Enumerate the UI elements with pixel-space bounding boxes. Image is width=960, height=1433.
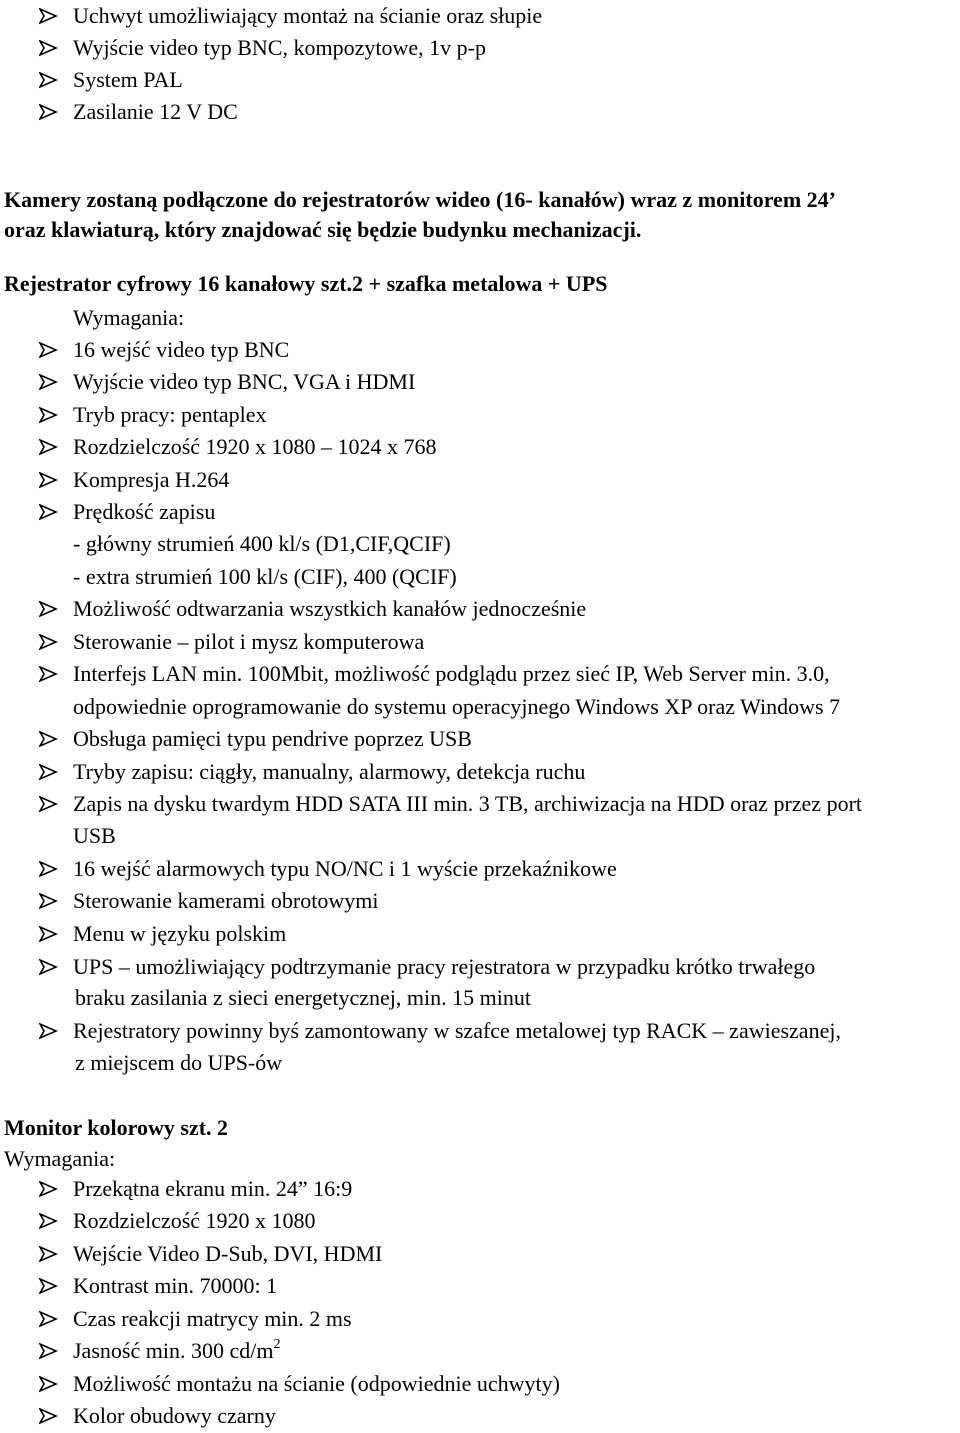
list-item — [73, 788, 862, 821]
list-item — [73, 1205, 316, 1238]
arrowhead-bullet-icon — [39, 366, 61, 398]
arrowhead-bullet-icon — [39, 496, 61, 528]
arrowhead-bullet-icon — [39, 1303, 61, 1335]
list-item-text: Kontrast min. 70000: 1 — [73, 1273, 278, 1298]
list-item-text: System PAL — [73, 67, 183, 92]
arrowhead-bullet-icon — [39, 399, 61, 431]
list-item — [73, 1400, 276, 1433]
arrowhead-bullet-icon — [39, 431, 61, 463]
arrowhead-bullet-icon — [39, 1368, 61, 1400]
arrowhead-bullet-icon — [39, 464, 61, 496]
list-item-continuation: odpowiednie oprogramowanie do systemu operacyjnego Windows XP oraz Windows 7 — [73, 694, 841, 719]
list-item — [73, 64, 183, 97]
section-title-monitor: Monitor kolorowy szt. 2 — [4, 1115, 229, 1140]
list-item-text: 16 wejść alarmowych typu NO/NC i 1 wyście przekaźnikowe — [73, 856, 617, 881]
list-subitem: - główny strumień 400 kl/s (D1,CIF,QCIF) — [73, 531, 451, 556]
list-item-continuation: USB — [73, 823, 116, 848]
list-item-text: Zasilanie 12 V DC — [73, 99, 238, 124]
list-item-text: Menu w języku polskim — [73, 921, 287, 946]
list-item — [73, 626, 424, 659]
list-item-text: Rozdzielczość 1920 x 1080 – 1024 x 768 — [73, 434, 437, 459]
arrowhead-bullet-icon — [39, 1270, 61, 1302]
list-item — [73, 1368, 560, 1401]
list-item-text: Jasność min. 300 cd/m — [73, 1338, 274, 1363]
arrowhead-bullet-icon — [39, 788, 61, 820]
list-item-text: Czas reakcji matrycy min. 2 ms — [73, 1306, 352, 1331]
list-item — [73, 658, 830, 691]
list-item — [73, 32, 486, 65]
list-item — [73, 1270, 277, 1303]
arrowhead-bullet-icon — [39, 918, 61, 950]
list-item — [73, 918, 286, 951]
list-item-text: Możliwość odtwarzania wszystkich kanałów jednocześnie — [73, 596, 587, 621]
list-item — [73, 885, 378, 918]
list-subitem: - extra strumień 100 kl/s (CIF), 400 (QCIF) — [73, 564, 457, 589]
list-item-continuation: braku zasilania z sieci energetycznej, min. 15 minut — [75, 985, 531, 1010]
list-item-text: Interfejs LAN min. 100Mbit, możliwość podglądu przez sieć IP, Web Server min. 3.0, — [73, 661, 830, 686]
paragraph-line: Kamery zostaną podłączone do rejestratorów wideo (16- kanałów) wraz z monitorem 24’ — [4, 187, 836, 212]
list-item — [73, 1238, 382, 1271]
arrowhead-bullet-icon — [39, 951, 61, 983]
list-item — [73, 756, 585, 789]
superscript: 2 — [273, 1337, 281, 1352]
list-item-text: Tryby zapisu: ciągły, manualny, alarmowy, detekcja ruchu — [73, 759, 586, 784]
list-item-text: 16 wejść video typ BNC — [73, 337, 290, 362]
list-item-text: Sterowanie – pilot i mysz komputerowa — [73, 629, 425, 654]
paragraph-line: oraz klawiaturą, który znajdować się będzie budynku mechanizacji. — [4, 217, 642, 242]
arrowhead-bullet-icon — [39, 885, 61, 917]
list-item — [73, 593, 586, 626]
list-item-text: Rejestratory powinny byś zamontowany w szafce metalowej typ RACK – zawieszanej, — [73, 1018, 841, 1043]
arrowhead-bullet-icon — [39, 723, 61, 755]
list-item-text: Sterowanie kamerami obrotowymi — [73, 888, 379, 913]
list-item-text: Rozdzielczość 1920 x 1080 — [73, 1208, 316, 1233]
list-item-text: Możliwość montażu na ścianie (odpowiednie uchwyty) — [73, 1371, 560, 1396]
list-item — [73, 464, 229, 497]
requirements-label: Wymagania: — [4, 1146, 116, 1171]
list-item — [73, 723, 472, 756]
arrowhead-bullet-icon — [39, 64, 61, 96]
arrowhead-bullet-icon — [39, 0, 61, 32]
list-item-text: Uchwyt umożliwiający montaż na ścianie oraz słupie — [73, 3, 543, 28]
arrowhead-bullet-icon — [39, 1205, 61, 1237]
requirements-label: Wymagania: — [73, 305, 185, 330]
list-item — [73, 496, 215, 529]
arrowhead-bullet-icon — [39, 756, 61, 788]
arrowhead-bullet-icon — [39, 658, 61, 690]
list-item-continuation: z miejscem do UPS-ów — [75, 1050, 283, 1075]
arrowhead-bullet-icon — [39, 626, 61, 658]
section-title-recorder: Rejestrator cyfrowy 16 kanałowy szt.2 + szafka metalowa + UPS — [4, 271, 608, 296]
arrowhead-bullet-icon — [39, 1238, 61, 1270]
list-item — [73, 431, 437, 464]
list-item-text: Wyjście video typ BNC, VGA i HDMI — [73, 369, 416, 394]
list-item-text: Prędkość zapisu — [73, 499, 216, 524]
arrowhead-bullet-icon — [39, 1015, 61, 1047]
list-item-text: Zapis na dysku twardym HDD SATA III min. 3 TB, archiwizacja na HDD oraz przez port — [73, 791, 863, 816]
list-item — [73, 366, 415, 399]
list-item-text: Tryb pracy: pentaplex — [73, 402, 267, 427]
arrowhead-bullet-icon — [39, 853, 61, 885]
list-item — [73, 334, 289, 367]
arrowhead-bullet-icon — [39, 1173, 61, 1205]
arrowhead-bullet-icon — [39, 1335, 61, 1367]
list-item-text: Przekątna ekranu min. 24” 16:9 — [73, 1176, 353, 1201]
list-item — [73, 1335, 280, 1372]
list-item-text: Obsługa pamięci typu pendrive poprzez USB — [73, 726, 472, 751]
list-item — [73, 96, 238, 129]
list-item — [73, 1173, 352, 1206]
arrowhead-bullet-icon — [39, 593, 61, 625]
list-item — [73, 0, 542, 33]
arrowhead-bullet-icon — [39, 32, 61, 64]
list-item-text: Kompresja H.264 — [73, 467, 230, 492]
list-item-text: Wyjście video typ BNC, kompozytowe, 1v p-p — [73, 35, 486, 60]
arrowhead-bullet-icon — [39, 334, 61, 366]
list-item — [73, 399, 266, 432]
list-item-text: Wejście Video D-Sub, DVI, HDMI — [73, 1241, 383, 1266]
list-item-text: UPS – umożliwiający podtrzymanie pracy rejestratora w przypadku krótko trwałego — [73, 954, 816, 979]
list-item-text: Kolor obudowy czarny — [73, 1403, 276, 1428]
list-item — [73, 951, 815, 984]
list-item — [73, 1015, 841, 1048]
list-item — [73, 853, 617, 886]
arrowhead-bullet-icon — [39, 1400, 61, 1432]
list-item — [73, 1303, 352, 1336]
arrowhead-bullet-icon — [39, 96, 61, 128]
